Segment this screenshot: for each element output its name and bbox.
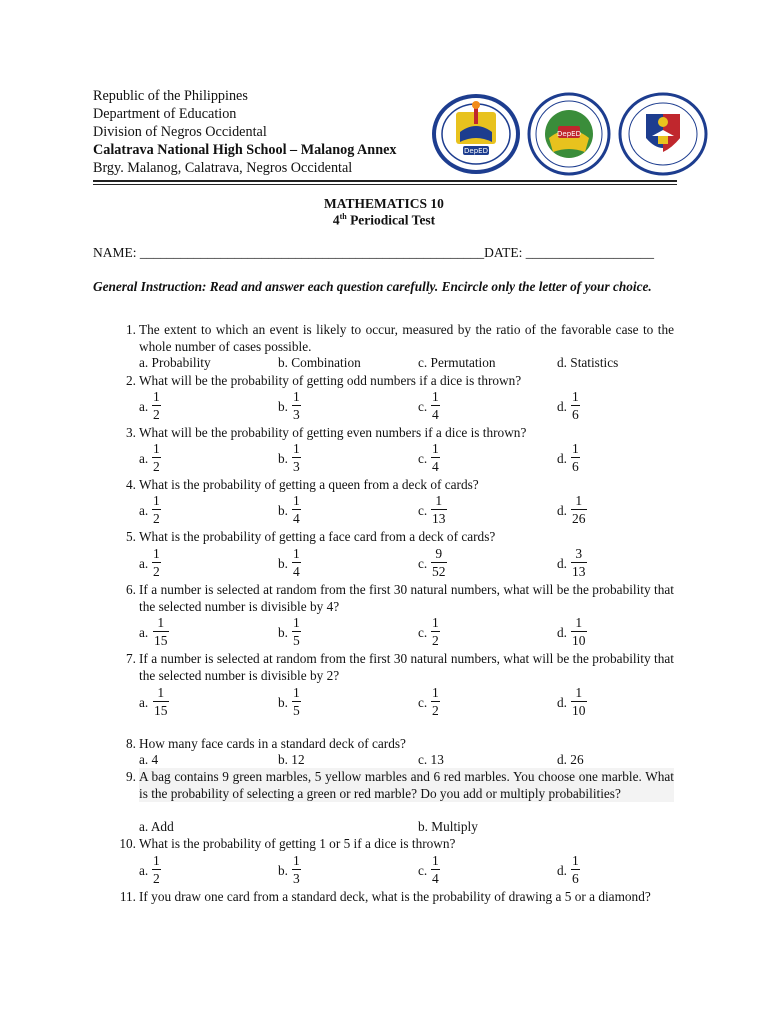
question-text: What is the probability of getting a queen from a deck of cards?: [139, 477, 479, 492]
question-number: 4.: [126, 477, 136, 492]
subject-title: MATHEMATICS 10: [324, 196, 444, 211]
fraction: $\frac{1}{3}$: [293, 389, 300, 422]
choice-c[interactable]: c. 13: [418, 752, 444, 767]
fraction: $\frac{1}{4}$: [293, 546, 300, 579]
question-text: What is the probability of getting a face card from a deck of cards?: [139, 529, 496, 544]
school-seal-icon: [430, 92, 522, 176]
fraction: $\frac{1}{2}$: [153, 389, 160, 422]
fraction: $\frac{1}{2}$: [432, 685, 439, 718]
question-text: How many face cards in a standard deck of cards?: [139, 736, 406, 751]
fraction: $\frac{1}{10}$: [572, 615, 586, 648]
question-text: If a number is selected at random from the first 30 natural numbers, what will be the probability that the selected number is divisible by 2?: [139, 651, 674, 683]
deped-seal-icon: [618, 92, 708, 176]
question-text: A bag contains 9 green marbles, 5 yellow marbles and 6 red marbles. You choose one marble. What is the probability of selecting a green or red marble? Do you add or multiply probabilities?: [139, 769, 674, 801]
fraction: $\frac{1}{26}$: [572, 493, 586, 526]
school-header: [93, 87, 396, 177]
question-number: 9.: [126, 769, 136, 784]
fraction: $\frac{1}{2}$: [153, 853, 160, 886]
fraction: $\frac{3}{13}$: [572, 546, 586, 579]
fraction: $\frac{1}{3}$: [293, 441, 300, 474]
question-text: What is the probability of getting 1 or 5 if a dice is thrown?: [139, 836, 456, 851]
fraction: $\frac{1}{10}$: [572, 685, 586, 718]
fraction: $\frac{1}{2}$: [153, 493, 160, 526]
choice-a[interactable]: a. Probability: [139, 355, 211, 370]
fraction: $\frac{1}{13}$: [432, 493, 446, 526]
fraction: $\frac{1}{2}$: [432, 615, 439, 648]
question-number: 8.: [126, 736, 136, 751]
header-division: Division of Negros Occidental: [93, 124, 267, 140]
question-number: 3.: [126, 425, 136, 440]
header-divider-thin: [93, 184, 677, 185]
choice-a[interactable]: a. Add: [139, 819, 174, 834]
test-title: 4th Periodical Test: [332, 212, 436, 228]
question-number: 7.: [126, 651, 136, 666]
question-text: The extent to which an event is likely to occur, measured by the ratio of the favorable case to the whole number of cases possible.: [139, 322, 674, 354]
choice-d[interactable]: d. 26: [557, 752, 584, 767]
fraction: $\frac{1}{4}$: [432, 441, 439, 474]
question-text: If you draw one card from a standard deck, what is the probability of drawing a 5 or a diamond?: [139, 889, 651, 904]
fraction: $\frac{1}{5}$: [293, 615, 300, 648]
name-date-line: NAME: ___________________________________________________DATE: ___________________: [93, 245, 654, 260]
question-number: 10.: [119, 836, 136, 851]
question-number: 2.: [126, 373, 136, 388]
question-number: 11.: [119, 889, 136, 904]
fraction: $\frac{1}{4}$: [293, 493, 300, 526]
fraction: $\frac{1}{2}$: [153, 441, 160, 474]
fraction: $\frac{1}{5}$: [293, 685, 300, 718]
fraction: $\frac{1}{4}$: [432, 389, 439, 422]
question-text: If a number is selected at random from the first 30 natural numbers, what will be the probability that the selected number is divisible by 4?: [139, 582, 674, 614]
choice-c[interactable]: c. Permutation: [418, 355, 496, 370]
question-text: What will be the probability of getting odd numbers if a dice is thrown?: [139, 373, 522, 388]
fraction: $\frac{1}{6}$: [572, 389, 579, 422]
header-divider-thick: [93, 180, 677, 182]
fraction: $\frac{1}{6}$: [572, 853, 579, 886]
choice-b[interactable]: b. Multiply: [418, 819, 478, 834]
choice-b[interactable]: b. Combination: [278, 355, 361, 370]
question-number: 6.: [126, 582, 136, 597]
fraction: $\frac{1}{15}$: [154, 685, 168, 718]
division-seal-icon: [527, 92, 611, 176]
header-address: Brgy. Malanog, Calatrava, Negros Occidental: [93, 160, 353, 176]
header-department: Department of Education: [93, 106, 237, 122]
logo-inner-text: DepED: [557, 130, 581, 138]
logo-inner-text: DepED: [464, 147, 488, 155]
question-number: 5.: [126, 529, 136, 544]
fraction: $\frac{1}{2}$: [153, 546, 160, 579]
question-text: What will be the probability of getting even numbers if a dice is thrown?: [139, 425, 527, 440]
header-country: Republic of the Philippines: [93, 88, 248, 104]
fraction: $\frac{1}{3}$: [293, 853, 300, 886]
logo-row: [430, 92, 740, 176]
general-instruction: General Instruction: Read and answer each question carefully. Encircle only the letter of your choice.: [93, 279, 652, 294]
choice-b[interactable]: b. 12: [278, 752, 305, 767]
fraction: $\frac{1}{15}$: [154, 615, 168, 648]
question-number: 1.: [126, 322, 136, 337]
choice-d[interactable]: d. Statistics: [557, 355, 619, 370]
fraction: $\frac{1}{4}$: [432, 853, 439, 886]
header-school: Calatrava National High School – Malanog Annex: [93, 142, 397, 158]
fraction: $\frac{9}{52}$: [432, 546, 446, 579]
fraction: $\frac{1}{6}$: [572, 441, 579, 474]
choice-a[interactable]: a. 4: [139, 752, 159, 767]
